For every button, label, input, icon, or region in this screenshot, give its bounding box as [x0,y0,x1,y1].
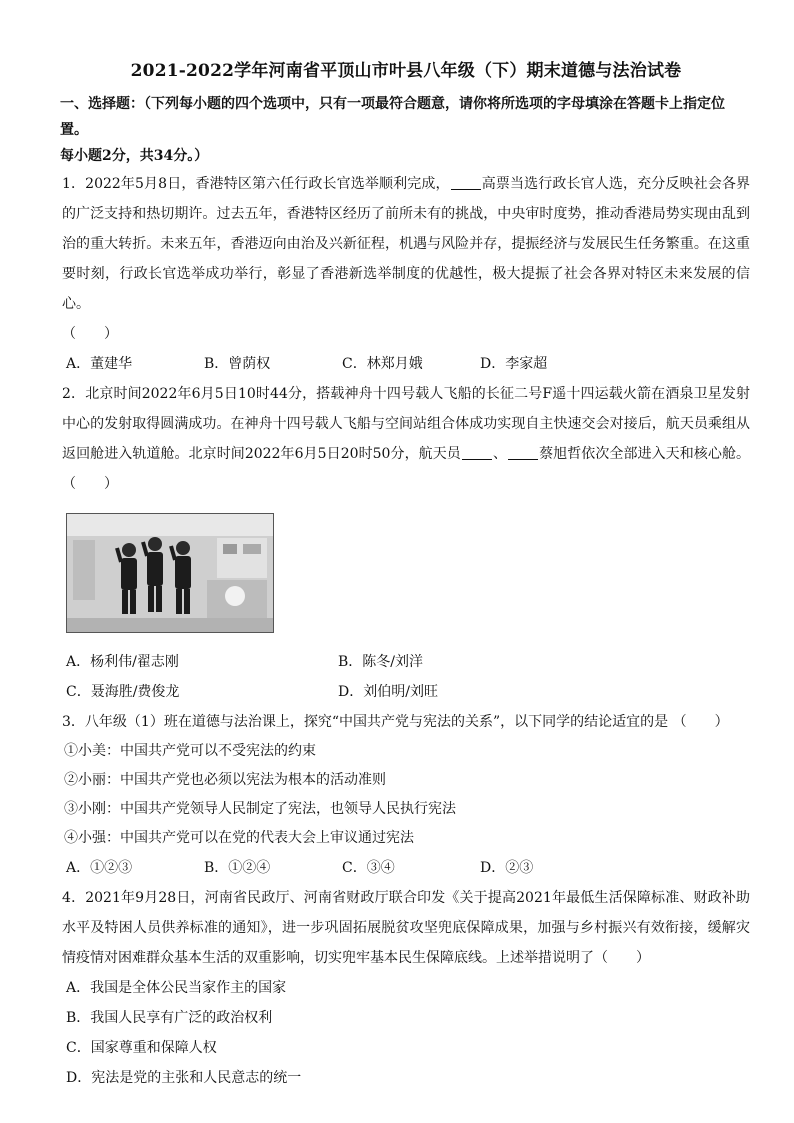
option-b: B．①②④ [204,860,271,876]
blank-separator: 、 [492,446,508,462]
question-3 [62,707,750,737]
question-text: 2021年9月28日，河南省民政厅、河南省财政厅联合印发《关于提高2021年最低生活保障标准、财政补助水平及特困人员供养标准的通知》，进一步巩固拓展脱贫攻坚兜底保障成果，加强与乡村振兴有效衔接，缓解灾情疫情对困难群众基本生活的双重影响，切实兜牢基本民生保障底线。上述举措说明了 [62,890,750,966]
option-d: D．刘伯明/刘旺 [338,684,438,700]
section-heading-line1: 一、选择题：（下列每小题的四个选项中，只有一项最符合题意，请你将所选项的字母填涂在答题卡上指定位置。 [60,96,725,138]
question-2 [62,379,750,499]
option-c: C．聂海胜/费俊龙 [66,684,180,700]
question-number: 3． [62,714,85,730]
answer-blank [508,445,538,460]
question-text: 八年级（1）班在道德与法治课上，探究“中国共产党与宪法的关系”，以下同学的结论适宜的是 [84,714,669,730]
question-1 [62,169,750,349]
statement-1: ①小美：中国共产党可以不受宪法的约束 [64,743,316,759]
question-number: 4． [62,890,86,906]
astronauts-photo [66,513,274,633]
option-c: C．林郑月娥 [342,356,423,372]
answer-blank [462,445,492,460]
question-4 [62,883,750,973]
option-b: B．我国人民享有广泛的政治权利 [66,1010,273,1026]
question-number: 2． [62,386,86,402]
option-a: A．董建华 [66,356,133,372]
question-number: 1． [62,176,86,192]
astronauts-photo-graphic [67,514,273,632]
option-c: C．国家尊重和保障人权 [66,1040,217,1056]
section-heading [60,91,750,169]
statement-4: ④小强：中国共产党可以在党的代表大会上审议通过宪法 [64,830,414,846]
question-text: 高票当选行政长官人选，充分反映社会各界的广泛支持和热切期许。过去五年，香港特区经历了前所未有的挑战，中央审时度势，推动香港局势实现由乱到治的重大转折。未来五年，香港迈向由治及兴新征程，机遇与风险并存，提振经济与发展民生任务繁重。在这重要时刻，行政长官选举成功举行，彰显了香港新选举制度的优越性，极大提振了社会各界对特区未来发展的信心。 [62,176,750,312]
question-text: 北京时间2022年6月5日10时44分，搭载神舟十四号载人飞船的长征二号F遥十四运载火箭在酒泉卫星发射中心的发射取得圆满成功。在神舟十四号载人飞船与空间站组合体成功实现自主快速交会对接后，航天员乘组从返回舱进入轨道舱。北京时间2022年6月5日20时50分，航天员 [62,386,750,462]
answer-blank [451,175,481,190]
option-d: D．②③ [480,860,534,876]
answer-paren: （ ） [62,476,118,492]
answer-paren: （ ） [672,714,729,730]
option-a: A．杨利伟/翟志刚 [66,654,179,670]
answer-paren: （ ） [594,950,650,966]
option-b: B．曾荫权 [204,356,271,372]
question-text: 蔡旭哲依次全部进入天和核心舱。 [539,446,751,462]
question-text: 2022年5月8日，香港特区第六任行政长官选举顺利完成， [85,176,450,192]
option-c: C．③④ [342,860,395,876]
statement-3: ③小刚：中国共产党领导人民制定了宪法，也领导人民执行宪法 [64,801,456,817]
option-a: A．①②③ [66,860,133,876]
options-q1 [62,349,750,379]
exam-title: 2021-2022学年河南省平顶山市叶县八年级（下）期末道德与法治试卷 [130,61,682,81]
option-b: B．陈冬/刘洋 [338,654,424,670]
options-q2-row2 [62,677,750,707]
statement-2: ②小丽：中国共产党也必须以宪法为根本的活动准则 [64,772,386,788]
option-a: A．我国是全体公民当家作主的国家 [66,980,287,996]
option-d: D．李家超 [480,356,548,372]
section-heading-line2: 每小题2分，共34分。） [60,148,209,164]
option-d: D．宪法是党的主张和人民意志的统一 [66,1070,302,1086]
options-q2-row1 [62,647,750,677]
options-q3 [62,853,750,883]
answer-paren: （ ） [62,326,118,342]
